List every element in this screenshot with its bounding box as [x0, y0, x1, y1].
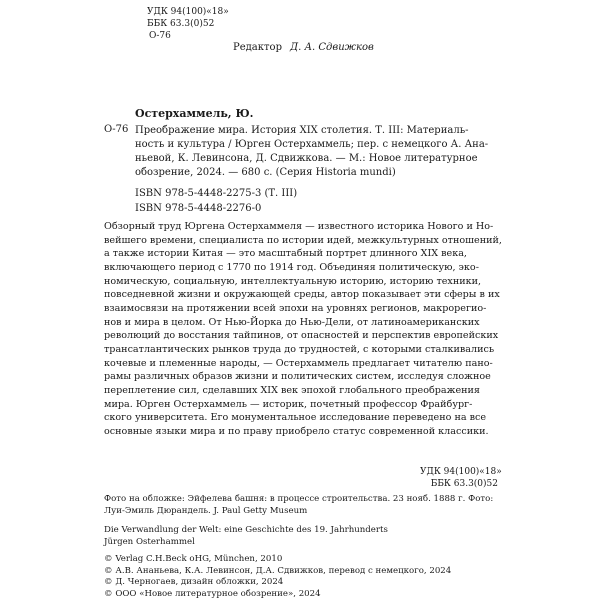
- author-heading: Остерхаммель, Ю.: [135, 107, 254, 120]
- editor-name: Д. А. Сдвижков: [289, 42, 374, 53]
- abstract-line: включающего период с 1770 по 1914 год. Объединяя политическую, эко-: [104, 261, 479, 273]
- cover-photo-credit: [104, 493, 493, 517]
- original-title-block: [104, 524, 388, 548]
- copyright-line: © А.В. Ананьева, К.А. Левинсон, Д.А. Сдвижков, перевод с немецкого, 2024: [104, 565, 452, 576]
- abstract-line: нов и мира в целом. От Нью-Йорка до Нью-Дели, от латиноамериканских: [104, 316, 480, 328]
- udk-code: УДК 94(100)«18»: [420, 467, 502, 477]
- abstract-line: а также истории Китая — это масштабный портрет длинного XIX века,: [104, 248, 467, 260]
- abstract-line: Обзорный труд Юргена Остерхаммеля — известного историка Нового и Но-: [104, 221, 494, 232]
- abstract-line: основные языки мира и по праву приобрело статус современной классики.: [104, 425, 489, 437]
- isbn-set: ISBN 978-5-4448-2276-0: [135, 203, 262, 214]
- abstract-line: кочевые и племенные народы, — Остерхаммель предлагает читателю пано-: [104, 357, 493, 369]
- abstract-line: номическую, социальную, интеллектуальную историю, историю техники,: [104, 275, 482, 287]
- bbk-code: ББК 63.3(0)52: [147, 19, 215, 29]
- abstract-line: взаимосвязи на протяжении всей эпохи на уровнях регионов, макрорегио-: [104, 302, 487, 314]
- abstract-line: рамы различных образов жизни и политических систем, исследуя сложное: [104, 371, 491, 383]
- udk-block-bottom: [420, 466, 502, 490]
- abstract: [104, 220, 502, 439]
- isbn-block: [135, 186, 297, 216]
- abstract-line: трансатлантических рынков труда до трудностей, с которыми сталкивались: [104, 343, 495, 355]
- editor-label: Редактор: [233, 42, 282, 53]
- isbn-volume: ISBN 978-5-4448-2275-3 (Т. III): [135, 188, 298, 199]
- copyright-block: [104, 554, 451, 600]
- editor-line: [233, 42, 374, 53]
- original-title: Die Verwandlung der Welt: eine Geschichte des 19. Jahrhunderts: [104, 525, 388, 535]
- biblio-line: ньевой, К. Левинсона, Д. Сдвижкова. — М.: Новое литературное: [135, 153, 478, 164]
- abstract-line: мира. Юрген Остерхаммель — историк, почетный профессор Фрайбург-: [104, 398, 473, 410]
- abstract-line: повседневной жизни и окружающей среды, автор показывает эти сферы в их: [104, 289, 500, 301]
- copyright-line: © ООО «Новое литературное обозрение», 2024: [104, 588, 321, 599]
- biblio-line: ность и культура / Юрген Остерхаммель; пер. с немецкого А. Ана-: [135, 139, 489, 150]
- bbk-code: ББК 63.3(0)52: [430, 479, 498, 489]
- udk-code: УДК 94(100)«18»: [147, 7, 229, 17]
- biblio-line: обозрение, 2024. — 680 с. (Серия Historia mundi): [135, 167, 396, 178]
- copyright-line: © Verlag C.H.Beck oHG, München, 2010: [104, 554, 283, 564]
- abstract-line: переплетение сил, сделавших XIX век эпохой глобального преображения: [104, 384, 480, 396]
- biblio-line: Преображение мира. История XIX столетия. Т. III: Материаль-: [135, 125, 469, 136]
- abstract-line: вейшего времени, специалиста по истории идей, межкультурных отношений,: [104, 234, 502, 246]
- abstract-line: ского университета. Его монументальное исследование переведено на все: [104, 412, 487, 424]
- classification-code: О-76: [104, 124, 129, 135]
- original-author: Jürgen Osterhammel: [104, 537, 195, 547]
- copyright-line: © Д. Черногаев, дизайн обложки, 2024: [104, 577, 284, 587]
- cover-note-line: Фото на обложке: Эйфелева башня: в процессе строительства. 23 нояб. 1888 г. Фото:: [104, 494, 494, 504]
- author-mark: О-76: [149, 31, 171, 41]
- bibliographic-description: [135, 124, 493, 180]
- udk-block-top: [147, 6, 229, 42]
- abstract-line: революций до восстания тайпинов, от опасностей и перспектив европейских: [104, 330, 499, 342]
- cover-note-line: Луи-Эмиль Дюрандель. J. Paul Getty Museum: [104, 506, 308, 516]
